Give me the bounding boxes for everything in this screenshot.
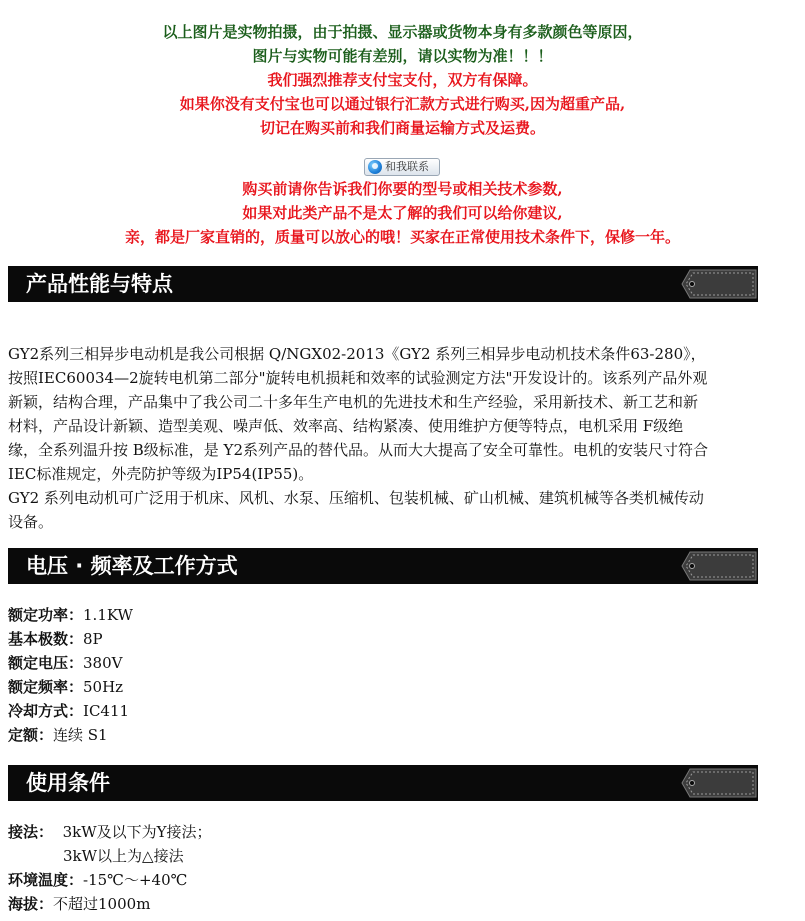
spec-label: 接法： [8, 823, 54, 841]
spec-row [8, 820, 212, 844]
voltage-spec-list [8, 603, 133, 747]
notice-line: 如果你没有支付宝也可以通过银行汇款方式进行购买,因为超重产品, [179, 95, 626, 113]
spec-label: 额定电压： [8, 654, 84, 672]
notice-block-2 [0, 177, 805, 249]
spec-value: 连续 S1 [53, 726, 108, 744]
spec-value: 50Hz [83, 678, 124, 696]
spec-row [8, 603, 133, 627]
contact-me-button[interactable] [364, 158, 440, 176]
spec-label: 基本极数： [8, 630, 84, 648]
notice-line: 购买前请你告诉我们你要的型号或相关技术参数, [242, 180, 563, 198]
paragraph-line: GY2系列三相异步电动机是我公司根据 Q/NGX02-2013《GY2 系列三相异步电动机技术条件63-280》， [8, 345, 706, 363]
notice-line: 以上图片是实物拍摄，由于拍摄、显示器或货物本身有多款颜色等原因， [162, 23, 643, 41]
section-title: 产品性能与特点 [26, 272, 173, 296]
spec-row [8, 723, 133, 747]
spec-value: 3kW以上为△接法 [63, 847, 184, 865]
paragraph-line: 按照IEC60034—2旋转电机第二部分"旋转电机损耗和效率的试验测定方法"开发设计的。该系列产品外观 [8, 369, 708, 387]
paragraph-line: GY2 系列电动机可广泛用于机床、风机、水泵、压缩机、包装机械、矿山机械、建筑机械等各类机械传动 [8, 489, 704, 507]
conditions-spec-list [8, 820, 212, 916]
spec-value: 不超过1000m [53, 895, 151, 913]
spec-row [8, 844, 212, 868]
tag-label-icon [680, 266, 758, 302]
spec-value: 8P [83, 630, 103, 648]
spec-value: IC411 [83, 702, 130, 720]
notice-line: 切记在购买前和我们商量运输方式及运费。 [259, 119, 545, 137]
spec-row [8, 868, 212, 892]
notice-line: 图片与实物可能有差别，请以实物为准！！！ [252, 47, 553, 65]
chat-icon [368, 160, 382, 174]
contact-button-label: 和我联系 [385, 160, 429, 173]
paragraph-line: IEC标准规定，外壳防护等级为IP54(IP55)。 [8, 465, 314, 483]
spec-row [8, 892, 212, 916]
notice-line: 亲，都是厂家直销的，质量可以放心的哦！买家在正常使用技术条件下，保修一年。 [124, 228, 680, 246]
paragraph-line: 材料，产品设计新颖、造型美观、噪声低、效率高、结构紧凑、使用维护方便等特点，电机采用 F级绝 [8, 417, 684, 435]
spec-label: 冷却方式： [8, 702, 84, 720]
spec-row [8, 651, 133, 675]
spec-value: 1.1KW [83, 606, 133, 624]
section-header-conditions [8, 765, 758, 801]
notice-block [0, 20, 805, 140]
paragraph-line: 新颖，结构合理，产品集中了我公司二十多年生产电机的先进技术和生产经验，采用新技术、新工艺和新 [8, 393, 699, 411]
spec-row [8, 699, 133, 723]
spec-row [8, 675, 133, 699]
tag-label-icon [680, 548, 758, 584]
spec-value: 3kW及以下为Y接法； [62, 823, 212, 841]
features-paragraph [8, 342, 798, 534]
spec-value: 380V [83, 654, 123, 672]
section-header-features [8, 266, 758, 302]
spec-label: 额定功率： [8, 606, 84, 624]
section-title: 使用条件 [26, 771, 110, 795]
spec-label: 定额： [8, 726, 54, 744]
spec-label: 海拔： [8, 895, 54, 913]
notice-line: 如果对此类产品不是太了解的我们可以给你建议, [242, 204, 563, 222]
spec-value: -15℃～+40℃ [83, 871, 188, 889]
spec-label: 额定频率： [8, 678, 84, 696]
paragraph-line: 设备。 [8, 513, 54, 531]
section-header-voltage [8, 548, 758, 584]
paragraph-line: 缘，全系列温升按 B级标准，是 Y2系列产品的替代品。从而大大提高了安全可靠性。电机的安装尺寸符合 [8, 441, 709, 459]
spec-label: 环境温度： [8, 871, 84, 889]
section-title: 电压 · 频率及工作方式 [26, 554, 238, 578]
spec-row [8, 627, 133, 651]
notice-line: 我们强烈推荐支付宝支付，双方有保障。 [267, 71, 538, 89]
tag-label-icon [680, 765, 758, 801]
